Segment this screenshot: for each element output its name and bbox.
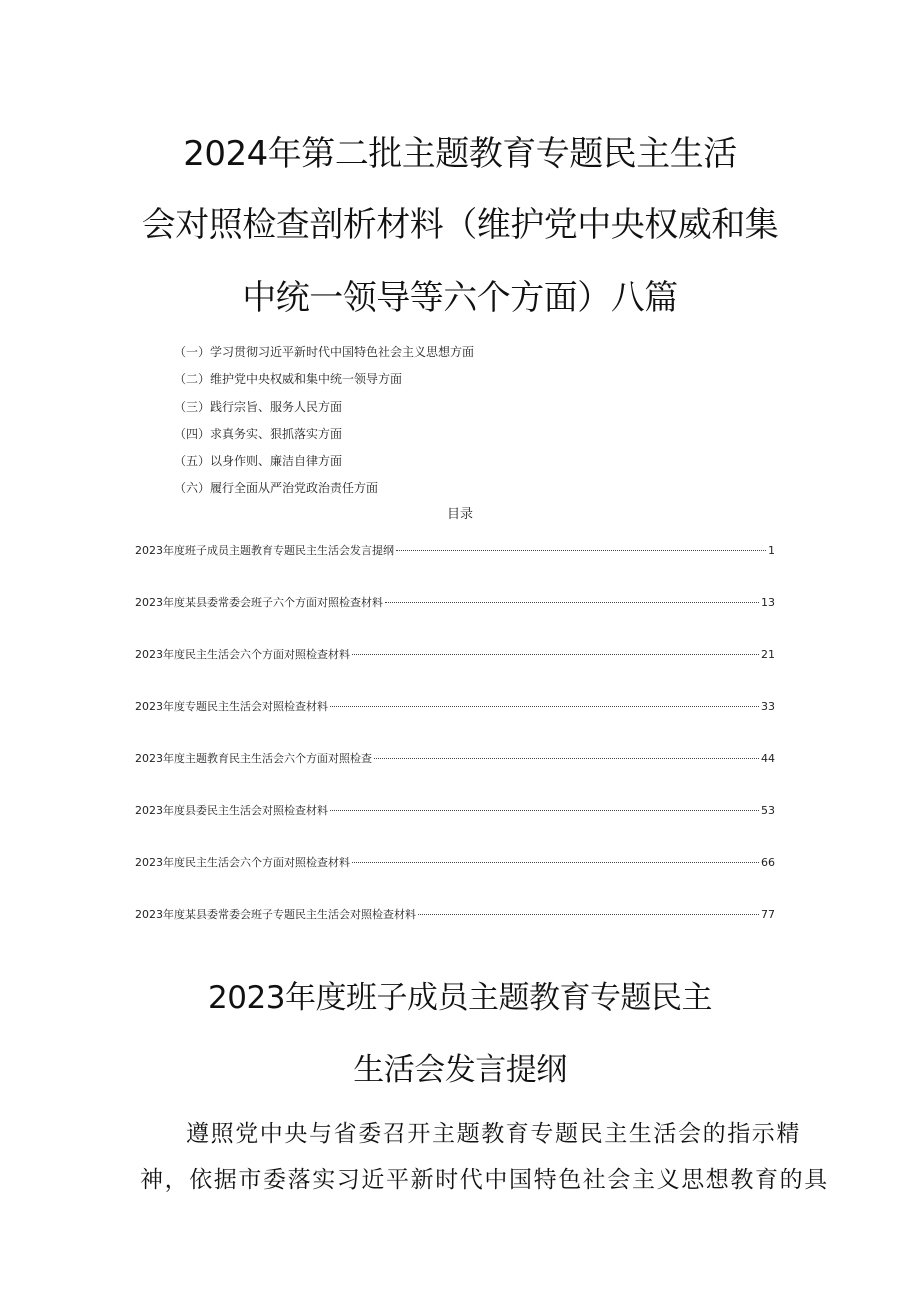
- toc-entry[interactable]: [135, 542, 775, 594]
- main-title-line-1: 2024年第二批主题教育专题民主生活: [183, 134, 737, 174]
- toc-entry[interactable]: [135, 750, 775, 802]
- toc-entry-page: 21: [761, 648, 775, 661]
- toc-entry-label: 2023年度某县委常委会班子六个方面对照检查材料: [135, 596, 383, 609]
- aspect-item: （一）学习贯彻习近平新时代中国特色社会主义思想方面: [174, 345, 475, 359]
- body-paragraph-line-1: 遵照党中央与省委召开主题教育专题民主生活会的指示精: [186, 1121, 801, 1147]
- toc-entry-page: 53: [761, 804, 775, 817]
- toc-entry-label: 2023年度专题民主生活会对照检查材料: [135, 700, 328, 713]
- toc-entry-label: 2023年度县委民主生活会对照检查材料: [135, 804, 328, 817]
- toc-entry[interactable]: [135, 594, 775, 646]
- toc-dot-leader: [418, 914, 759, 915]
- toc-entry[interactable]: [135, 854, 775, 906]
- toc-entry-label: 2023年度主题教育民主生活会六个方面对照检查: [135, 752, 372, 765]
- toc-dot-leader: [385, 602, 759, 603]
- section-title-line-2: 生活会发言提纲: [353, 1052, 567, 1088]
- toc-entry[interactable]: [135, 646, 775, 698]
- toc-entry[interactable]: [135, 802, 775, 854]
- table-of-contents: [135, 542, 775, 958]
- toc-entry-page: 13: [761, 596, 775, 609]
- toc-entry[interactable]: [135, 906, 775, 958]
- toc-dot-leader: [330, 706, 759, 707]
- aspect-item: （三）践行宗旨、服务人民方面: [174, 399, 343, 414]
- aspect-item: （四）求真务实、狠抓落实方面: [174, 426, 343, 441]
- toc-dot-leader: [352, 862, 759, 863]
- aspect-item: （六）履行全面从严治党政治责任方面: [174, 481, 379, 496]
- aspect-item: （五）以身作则、廉洁自律方面: [174, 454, 343, 469]
- toc-dot-leader: [396, 550, 766, 551]
- toc-entry-page: 44: [761, 752, 775, 765]
- main-title-line-3: 中统一领导等六个方面）八篇: [242, 278, 678, 318]
- toc-dot-leader: [330, 810, 759, 811]
- toc-dot-leader: [374, 758, 759, 759]
- aspect-item: （二）维护党中央权威和集中统一领导方面: [174, 372, 403, 387]
- toc-heading: 目录: [446, 507, 473, 522]
- aspect-list: [174, 342, 774, 506]
- toc-entry-label: 2023年度民主生活会六个方面对照检查材料: [135, 856, 350, 869]
- body-paragraph-line-2: 神，依据市委落实习近平新时代中国特色社会主义思想教育的具: [140, 1167, 829, 1193]
- toc-entry-page: 33: [761, 700, 775, 713]
- toc-entry[interactable]: [135, 698, 775, 750]
- toc-entry-page: 77: [761, 908, 775, 921]
- toc-dot-leader: [352, 654, 759, 655]
- section-title-line-1: 2023年度班子成员主题教育专题民主: [208, 980, 712, 1016]
- toc-entry-label: 2023年度某县委常委会班子专题民主生活会对照检查材料: [135, 908, 416, 921]
- toc-entry-label: 2023年度班子成员主题教育专题民主生活会发言提纲: [135, 544, 394, 557]
- main-title-line-2: 会对照检查剖析材料（维护党中央权威和集: [141, 205, 779, 245]
- toc-entry-page: 66: [761, 856, 775, 869]
- toc-entry-page: 1: [768, 544, 775, 557]
- toc-entry-label: 2023年度民主生活会六个方面对照检查材料: [135, 648, 350, 661]
